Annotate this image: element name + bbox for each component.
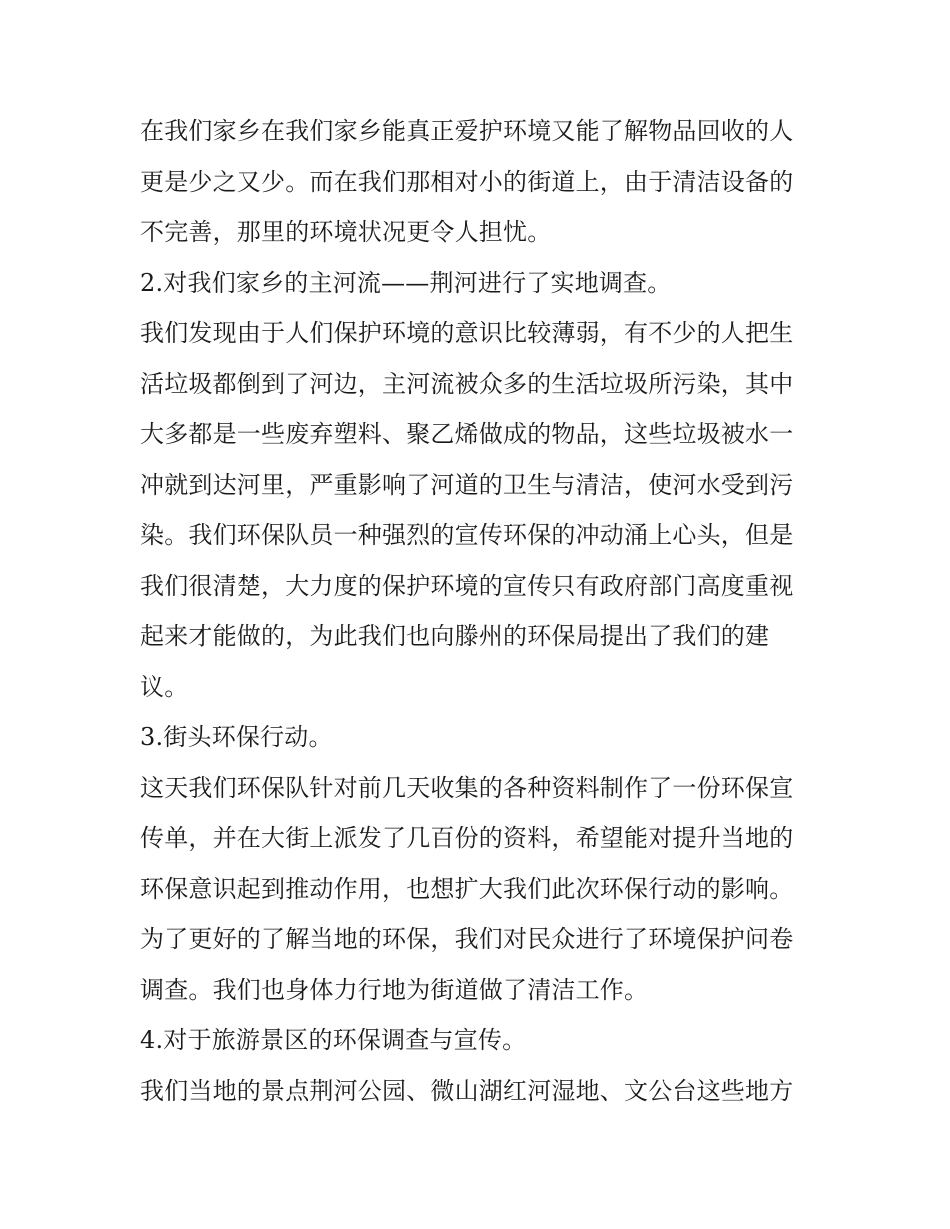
- paragraph-line: 在我们家乡在我们家乡能真正爱护环境又能了解物品回收的人: [140, 117, 794, 145]
- paragraph-line: 我们发现由于人们保护环境的意识比较薄弱，有不少的人把生: [140, 319, 794, 347]
- section-heading: 3.街头环保行动。: [140, 723, 333, 751]
- document-body: [140, 106, 812, 1116]
- paragraph-line: 冲就到达河里，严重影响了河道的卫生与清洁，使河水受到污: [140, 470, 794, 499]
- paragraph-line: 起来才能做的，为此我们也向滕州的环保局提出了我们的建: [140, 622, 770, 650]
- section-heading: 2.对我们家乡的主河流——荆河进行了实地调查。: [140, 268, 672, 297]
- paragraph-line: 调查。我们也身体力行地为街道做了清洁工作。: [140, 975, 649, 1004]
- paragraph-line: 我们当地的景点荆河公园、微山湖红河湿地、文公台这些地方: [140, 1076, 794, 1105]
- paragraph-line: 议。: [140, 672, 189, 701]
- paragraph-line: 为了更好的了解当地的环保，我们对民众进行了环境保护问卷: [140, 925, 794, 953]
- section-heading: 4.对于旅游景区的环保调查与宣传。: [140, 1026, 527, 1054]
- paragraph-line: 大多都是一些废弃塑料、聚乙烯做成的物品，这些垃圾被水一: [140, 420, 794, 448]
- paragraph-line: 传单，并在大街上派发了几百份的资料，希望能对提升当地的: [140, 824, 794, 852]
- paragraph-line: 我们很清楚，大力度的保护环境的宣传只有政府部门高度重视: [140, 571, 794, 600]
- paragraph-line: 这天我们环保队针对前几天收集的各种资料制作了一份环保宣: [140, 773, 794, 802]
- paragraph-line: 不完善，那里的环境状况更令人担忧。: [140, 218, 552, 246]
- paragraph-line: 更是少之又少。而在我们那相对小的街道上，由于清洁设备的: [140, 167, 794, 196]
- paragraph-line: 染。我们环保队员一种强烈的宣传环保的冲动涌上心头，但是: [140, 521, 794, 549]
- paragraph-line: 环保意识起到推动作用，也想扩大我们此次环保行动的影响。: [140, 874, 794, 903]
- paragraph-line: 活垃圾都倒到了河边，主河流被众多的生活垃圾所污染，其中: [140, 369, 794, 398]
